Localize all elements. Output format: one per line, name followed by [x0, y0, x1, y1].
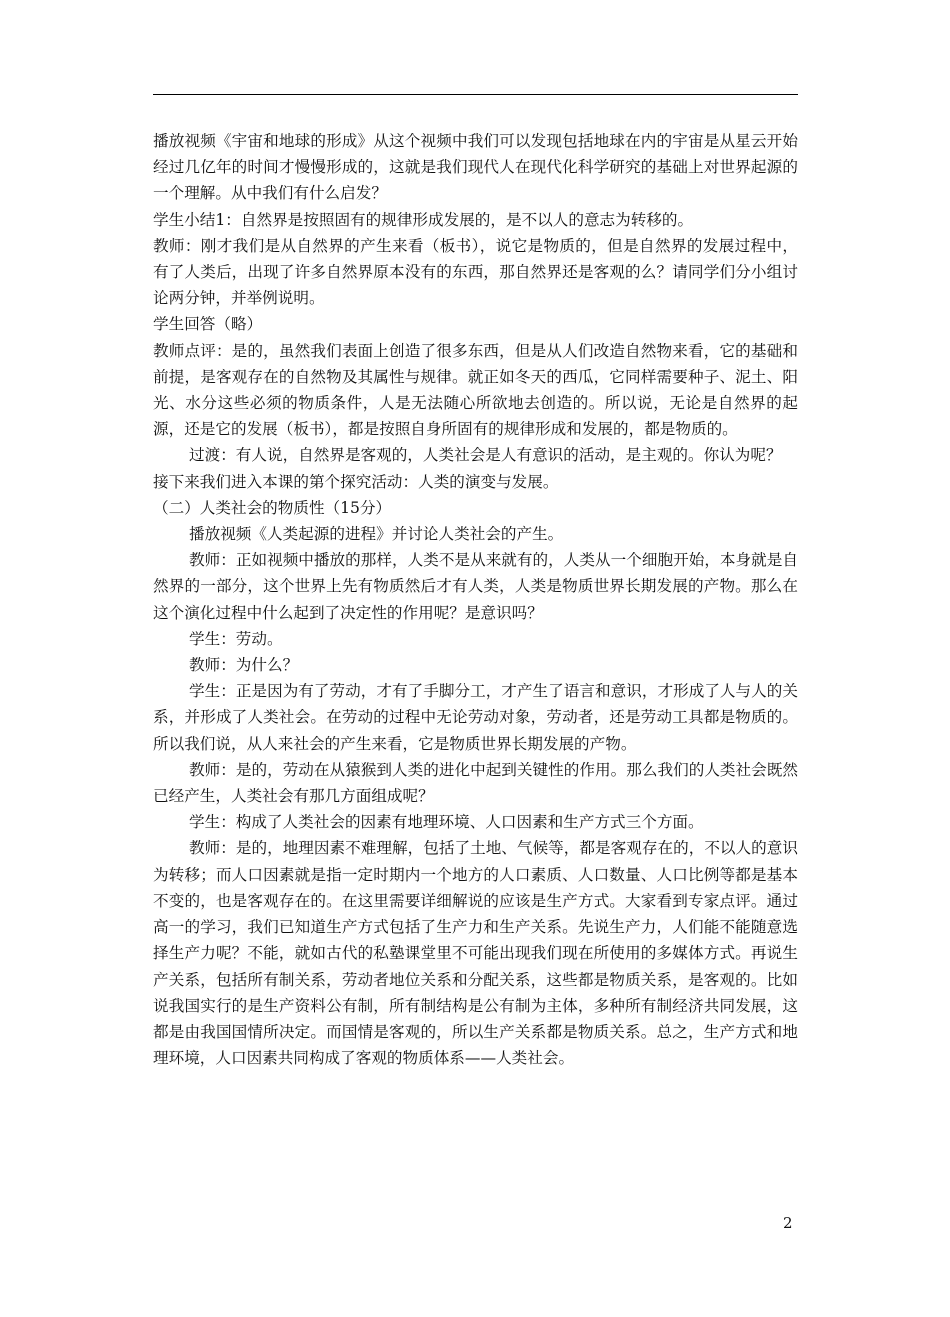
paragraph-10: 教师：正如视频中播放的那样，人类不是从来就有的，人类从一个细胞开始，本身就是自然界的一部分，这个世界上先有物质然后才有人类，人类是物质世界长期发展的产物。那么在这个演化过程中什么起到了决定性的作用呢？是意识吗？ — [153, 551, 798, 622]
paragraph-2: 学生小结1：自然界是按照固有的规律形成发展的，是不以人的意志为转移的。 — [153, 210, 694, 229]
paragraph-13: 学生：正是因为有了劳动，才有了手脚分工，才产生了语言和意识，才形成了人与人的关系，并形成了人类社会。在劳动的过程中无论劳动对象，劳动者，还是劳动工具都是物质的。所以我们说，从人来社会的产生来看，它是物质世界长期发展的产物。 — [153, 682, 798, 753]
document-body — [153, 128, 798, 1071]
paragraph-1: 播放视频《宇宙和地球的形成》从这个视频中我们可以发现包括地球在内的宇宙是从星云开始经过几亿年的时间才慢慢形成的，这就是我们现代人在现代化科学研究的基础上对世界起源的一个理解。从中我们有什么启发？ — [153, 132, 798, 203]
paragraph-4: 学生回答（略） — [153, 315, 263, 334]
paragraph-16: 教师：是的，地理因素不难理解，包括了土地、气候等，都是客观存在的，不以人的意识为转移；而人口因素就是指一定时期内一个地方的人口素质、人口数量、人口比例等都是基本不变的，也是客观存在的。在这里需要详细解说的应该是生产方式。大家看到专家点评。通过高一的学习，我们已知道生产方式包括了生产力和生产关系。先说生产力，人们能不能随意选择生产力呢？不能，就如古代的私塾课堂里不可能出现我们现在所使用的多媒体方式。再说生产关系，包括所有制关系，劳动者地位关系和分配关系，这些都是物质关系，是客观的。比如说我国实行的是生产资料公有制，所有制结构是公有制为主体，多种所有制经济共同发展，这都是由我国国情所决定。而国情是客观的，所以生产关系都是物质关系。总之，生产方式和地理环境，人口因素共同构成了客观的物质体系——人类社会。 — [153, 839, 798, 1068]
paragraph-11: 学生：劳动。 — [189, 629, 283, 648]
header-rule — [153, 94, 798, 95]
paragraph-7: 接下来我们进入本课的第个探究活动：人类的演变与发展。 — [153, 472, 559, 491]
paragraph-5: 教师点评：是的，虽然我们表面上创造了很多东西，但是从人们改造自然物来看，它的基础和前提，是客观存在的自然物及其属性与规律。就正如冬天的西瓜，它同样需要种子、泥土、阳光、水分这些必须的物质条件，人是无法随心所欲地去创造的。所以说，无论是自然界的起源，还是它的发展（板书），都是按照自身所固有的规律形成和发展的，都是物质的。 — [153, 341, 798, 439]
paragraph-3: 教师：刚才我们是从自然界的产生来看（板书），说它是物质的，但是自然界的发展过程中，有了人类后，出现了许多自然界原本没有的东西，那自然界还是客观的么？请同学们分小组讨论两分钟，并举例说明。 — [153, 236, 798, 308]
page-number: 2 — [783, 1214, 793, 1232]
paragraph-14: 教师：是的，劳动在从猿猴到人类的进化中起到关键性的作用。那么我们的人类社会既然已经产生，人类社会有那几方面组成呢？ — [153, 760, 798, 806]
paragraph-9: 播放视频《人类起源的进程》并讨论人类社会的产生。 — [189, 525, 564, 544]
paragraph-6: 过渡：有人说，自然界是客观的，人类社会是人有意识的活动，是主观的。你认为呢？ — [189, 446, 782, 465]
paragraph-15: 学生：构成了人类社会的因素有地理环境、人口因素和生产方式三个方面。 — [189, 813, 704, 832]
paragraph-12: 教师：为什么？ — [189, 656, 299, 675]
section-heading: （二）人类社会的物质性（15分） — [153, 498, 392, 517]
